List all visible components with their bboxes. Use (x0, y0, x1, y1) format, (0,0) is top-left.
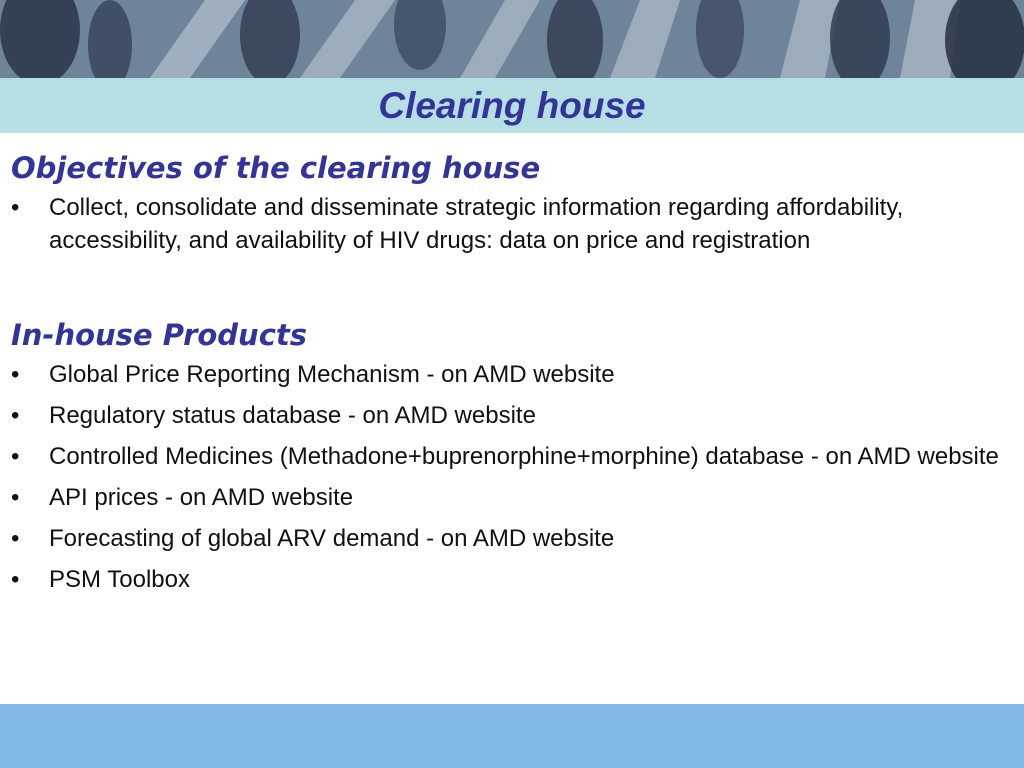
list-item-text: Global Price Reporting Mechanism - on AMD website (49, 361, 615, 388)
products-list (0, 358, 1024, 596)
objectives-heading: Objectives of the clearing house (11, 151, 541, 185)
list-item-text: PSM Toolbox (49, 566, 190, 593)
footer-band (0, 704, 1024, 768)
list-item (0, 440, 1024, 473)
products-heading: In-house Products (11, 318, 308, 352)
section-spacer (0, 265, 1024, 312)
objectives-list (0, 191, 1024, 257)
bullet-icon: • (11, 402, 20, 429)
slide-title: Clearing house (378, 85, 646, 126)
bullet-icon: • (11, 484, 20, 511)
header-photo (0, 0, 1024, 78)
bullet-icon: • (11, 443, 20, 470)
bullet-icon: • (11, 361, 20, 388)
list-item (0, 481, 1024, 514)
bullet-icon: • (11, 194, 20, 221)
list-item (0, 522, 1024, 555)
list-item-text: Controlled Medicines (Methadone+buprenorphine+morphine) database - on AMD website (49, 443, 999, 470)
list-item (0, 358, 1024, 391)
list-item-text: Forecasting of global ARV demand - on AMD website (49, 525, 615, 552)
list-item (0, 191, 1024, 257)
list-item (0, 399, 1024, 432)
list-item (0, 563, 1024, 596)
bullet-icon: • (11, 566, 20, 593)
title-band (0, 78, 1024, 133)
bullet-icon: • (11, 525, 20, 552)
list-item-text: Regulatory status database - on AMD website (49, 402, 536, 429)
list-item-text: API prices - on AMD website (49, 484, 354, 511)
list-item-text: Collect, consolidate and disseminate strategic information regarding affordability, accessibility, and availability of HIV drugs: data on price and registration (49, 194, 904, 254)
slide-content (0, 145, 1024, 604)
